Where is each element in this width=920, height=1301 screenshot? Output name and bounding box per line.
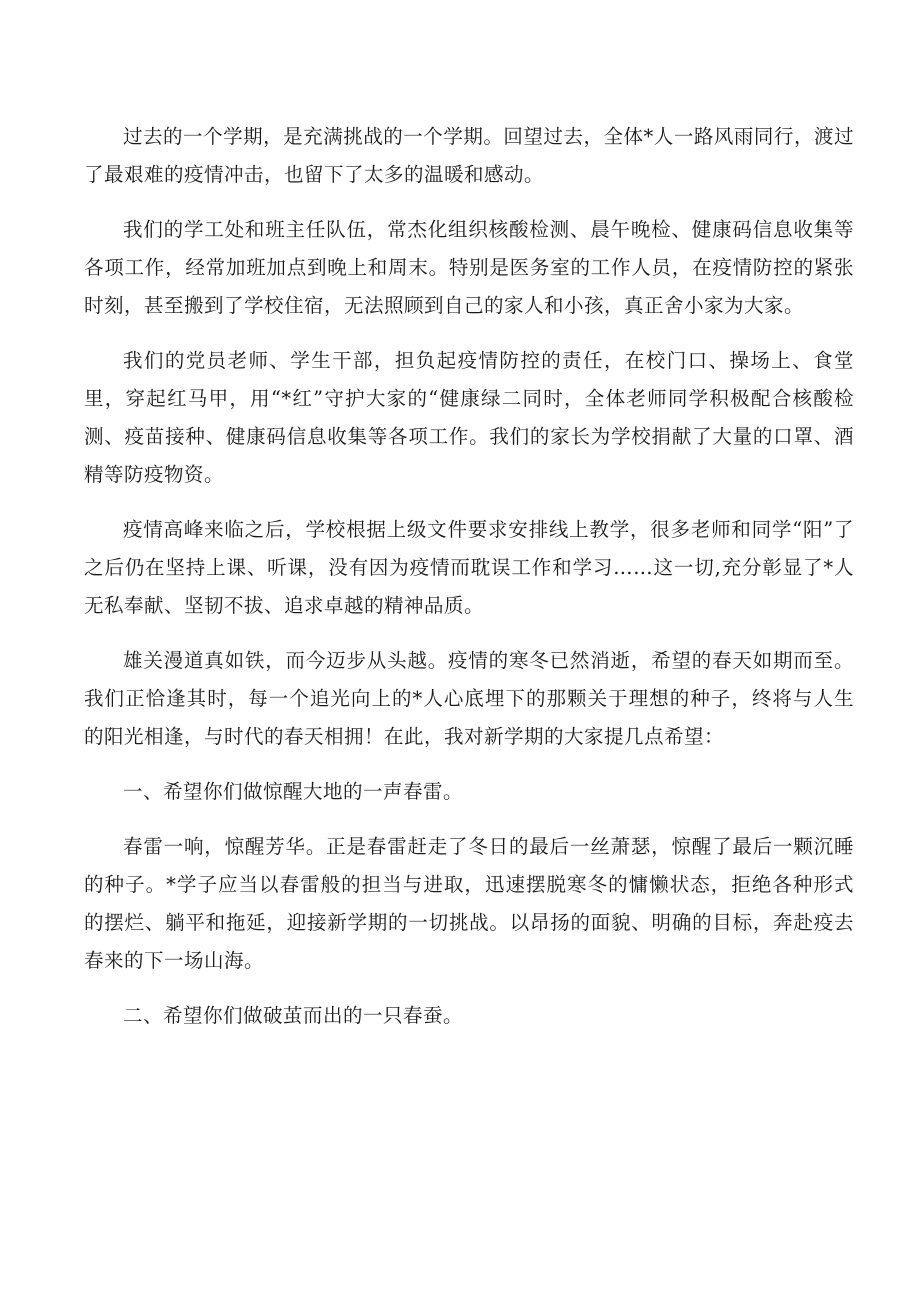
paragraph-student-affairs: 我们的学工处和班主任队伍，常杰化组织核酸检测、晨午晚检、健康码信息收集等各项工作，经常加班加点到晚上和周末。特别是医务室的工作人员，在疫情防控的紧张时刻，甚至搬到了学校住宿，无法照顾到自己的家人和小孩，真正舍小家为大家。 bbox=[84, 218, 854, 317]
heading-hope-two: 二、希望你们做破茧而出的一只春蚕。 bbox=[123, 1004, 464, 1027]
paragraph-spring-thunder: 春雷一响，惊醒芳华。正是春雷赶走了冬日的最后一丝萧瑟，惊醒了最后一颗沉睡的种子。*学子应当以春雷般的担当与进取，迅速摆脱寒冬的慵懒状态，拒绝各种形式的摆烂、躺平和拖延，迎接新学期的一切挑战。以昂扬的面貌、明确的目标，奔赴疫去春来的下一场山海。 bbox=[84, 835, 854, 972]
paragraph-intro: 过去的一个学期，是充满挑战的一个学期。回望过去，全体*人一路风雨同行，渡过了最艰难的疫情冲击，也留下了太多的温暖和感动。 bbox=[84, 125, 854, 186]
paragraph-spring-arrival: 雄关漫道真如铁，而今迈步从头越。疫情的寒冬已然消逝，希望的春天如期而至。我们正恰逢其时，每一个追光向上的*人心底埋下的那颗关于理想的种子，终将与人生的阳光相逢，与时代的春天相拥！在此，我对新学期的大家提几点希望： bbox=[84, 649, 854, 748]
document-body bbox=[84, 118, 854, 1052]
paragraph-party-members: 我们的党员老师、学生干部，担负起疫情防控的责任，在校门口、操场上、食堂里，穿起红马甲，用“*红”守护大家的“健康绿二同时，全体老师同学积极配合核酸检测、疫苗接种、健康码信息收集等各项工作。我们的家长为学校捐献了大量的口罩、酒精等防疫物资。 bbox=[84, 349, 854, 486]
heading-hope-one: 一、希望你们做惊醒大地的一声春雷。 bbox=[123, 780, 464, 803]
paragraph-online-teaching: 疫情高峰来临之后，学校根据上级文件要求安排线上教学，很多老师和同学“阳”了之后仍在坚持上课、听课，没有因为疫情而耽误工作和学习……这一切,充分彰显了*人无私奉献、坚韧不拔、追求卓越的精神品质。 bbox=[84, 518, 854, 617]
